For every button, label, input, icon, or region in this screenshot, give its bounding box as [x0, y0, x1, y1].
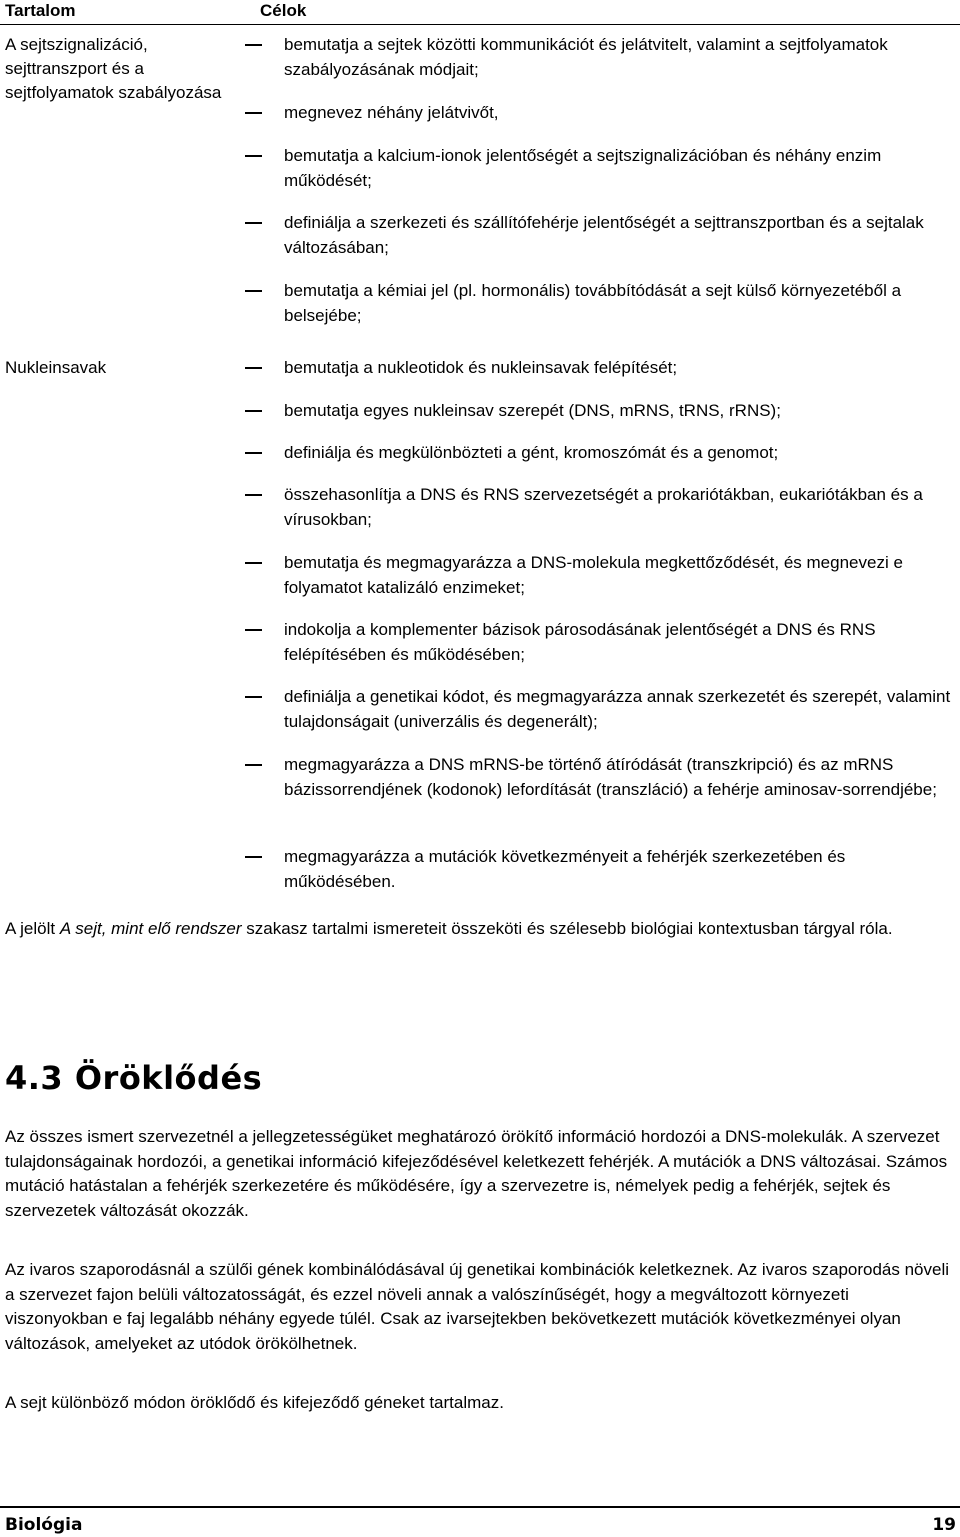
note-text-italic: A sejt, mint elő rendszer [59, 919, 242, 938]
dash-bullet [245, 112, 262, 114]
goal-item [245, 618, 957, 667]
goal-text: bemutatja a sejtek közötti kommunikációt és jelátvitelt, valamint a sejtfolyamatok szabályozásának módjait; [284, 35, 888, 79]
dash-bullet [245, 856, 262, 858]
note-paragraph [5, 917, 955, 942]
goal-item [245, 551, 957, 600]
goal-text: definiálja és megkülönbözteti a gént, kromoszómát és a genomot; [284, 443, 779, 462]
section-heading: 4.3 Öröklődés [5, 1059, 263, 1097]
goal-item [245, 101, 957, 126]
note-text-after: szakasz tartalmi ismereteit összeköti és szélesebb biológiai kontextusban tárgyal róla. [241, 919, 893, 938]
goal-item [245, 33, 957, 82]
dash-bullet [245, 629, 262, 631]
footer-rule [0, 1506, 960, 1508]
note-text-before: A jelölt [5, 919, 60, 938]
goal-item [245, 753, 957, 827]
goal-item [245, 845, 957, 894]
dash-bullet [245, 764, 262, 766]
dash-bullet [245, 562, 262, 564]
body-paragraph: Az összes ismert szervezetnél a jellegzetességüket meghatározó örökítő információ hordozói a DNS-molekulák. A szervezet tulajdonságainak hordozói, a genetikai információ kifejeződésével keletkezett fehérjék. A mutációk a DNS változásai. Számos mutáció hatástalan a fehérjék szerkezetére és működésére, így a szervezetre is, némelyek pedig a fehérjék, sejtek és szervezetek változását okozzák. [5, 1127, 948, 1220]
goal-item [245, 483, 957, 532]
dash-bullet [245, 155, 262, 157]
footer-subject: Biológia [5, 1515, 83, 1535]
dash-bullet [245, 494, 262, 496]
goal-item [245, 356, 957, 381]
goal-text: bemutatja és megmagyarázza a DNS-molekula megkettőződését, és megnevezi e folyamatot katalizáló enzimeket; [284, 553, 903, 597]
dash-bullet [245, 367, 262, 369]
goal-text: megmagyarázza a DNS mRNS-be történő átíródását (transzkripció) és az mRNS bázissorrendjének (kodonok) lefordítását (transzláció) a fehérje aminosav-sorrendjébe; [284, 755, 937, 799]
goal-text: bemutatja a nukleotidok és nukleinsavak felépítését; [284, 358, 678, 377]
footer-page-number: 19 [932, 1515, 956, 1535]
goal-item [245, 144, 957, 193]
goal-item [245, 399, 957, 424]
dash-bullet [245, 290, 262, 292]
goal-text: megmagyarázza a mutációk következményeit a fehérjék szerkezetében és működésében. [284, 847, 846, 891]
goal-item [245, 211, 957, 260]
goal-item [245, 685, 957, 734]
dash-bullet [245, 44, 262, 46]
goal-text: bemutatja a kémiai jel (pl. hormonális) továbbítódását a sejt külső környezetéből a belsejébe; [284, 281, 902, 325]
goal-text: indokolja a komplementer bázisok párosodásának jelentőségét a DNS és RNS felépítésében és működésében; [284, 620, 876, 664]
goal-text: összehasonlítja a DNS és RNS szervezetségét a prokariótákban, eukariótákban és a vírusokban; [284, 485, 923, 529]
dash-bullet [245, 222, 262, 224]
goal-item [245, 441, 957, 466]
goal-text: megnevez néhány jelátvivőt, [284, 103, 499, 122]
dash-bullet [245, 696, 262, 698]
header-goals: Célok [260, 1, 307, 20]
table-header [0, 0, 960, 25]
dash-bullet [245, 452, 262, 454]
goal-text: bemutatja egyes nukleinsav szerepét (DNS, mRNS, tRNS, rRNS); [284, 401, 781, 420]
goal-text: bemutatja a kalcium-ionok jelentőségét a sejtszignalizációban és néhány enzim működését; [284, 146, 882, 190]
section-title-nucleic-acids: Nukleinsavak [5, 358, 107, 377]
goal-text: definiálja a genetikai kódot, és megmagyarázza annak szerkezetét és szerepét, valamint tulajdonságait (univerzális és degenerált); [284, 687, 951, 731]
body-paragraph: Az ivaros szaporodásnál a szülői gének kombinálódásával új genetikai kombinációk keletkeznek. Az ivaros szaporodás növeli a szervezet fajon belüli változatosságát, és ezzel növeli annak a valószínűségét, hogy a megváltozott környezeti viszonyokban e faj legalább néhány egyede túlél. Csak az ivarsejtekben bekövetkezett mutációk következményei olyan változások, amelyeket az utódok örökölhetnek. [5, 1260, 950, 1353]
header-content: Tartalom [5, 1, 76, 20]
body-paragraph: A sejt különböző módon öröklődő és kifejeződő géneket tartalmaz. [5, 1393, 504, 1412]
goal-text: definiálja a szerkezeti és szállítófehérje jelentőségét a sejttranszportban és a sejtalak változásában; [284, 213, 924, 257]
dash-bullet [245, 410, 262, 412]
goal-item [245, 279, 957, 328]
section-title-cell-signaling: A sejtszignalizáció, sejttranszport és a sejtfolyamatok szabályozása [5, 35, 222, 102]
